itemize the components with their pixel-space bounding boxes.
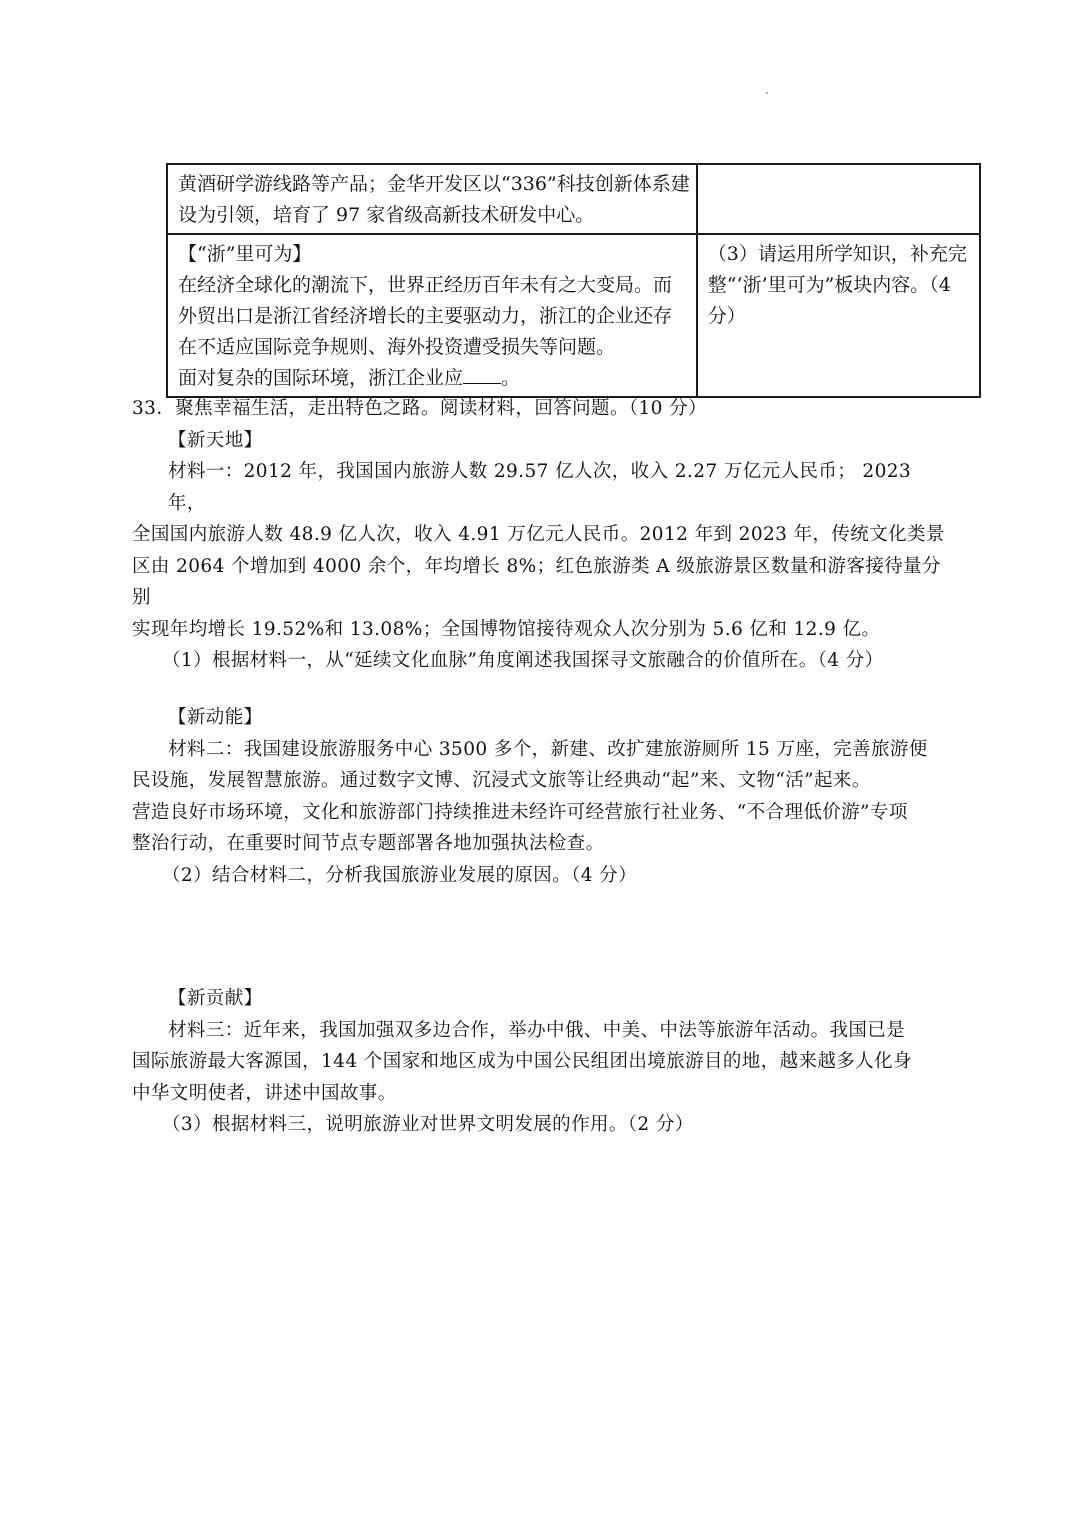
table-cell-empty (697, 164, 980, 234)
text-fragment: 面对复杂的国际环境，浙江企业应 (178, 367, 464, 389)
table-cell-material-continued (167, 164, 697, 234)
sub-question-3: （3）根据材料三，说明旅游业对世界文明发展的作用。（2 分） (162, 1114, 694, 1135)
table-row (167, 234, 980, 397)
material-line: 营造良好市场环境，文化和旅游部门持续推进未经许可经营旅行社业务、“不合理低价游”专项 (132, 801, 908, 823)
sub-question-2: （2）结合材料二，分析我国旅游业发展的原因。（4 分） (162, 864, 637, 886)
text-line: 在不适应国际竞争规则、海外投资遭受损失等问题。 (178, 336, 616, 358)
text-line: 黄酒研学游线路等产品；金华开发区以“336”科技创新体系建 (178, 173, 690, 195)
material-line: 材料一：2012 年，我国国内旅游人数 29.57 亿人次，收入 2.27 万亿元人民币； 2023 年， (168, 461, 912, 514)
text-fragment: 。 (501, 367, 521, 389)
text-line: 整“‘浙’里可为”板块内容。（4 (707, 274, 951, 296)
material-line: 中华文明使者，讲述中国故事。 (132, 1082, 397, 1104)
material-line: 实现年均增长 19.52%和 13.08%；全国博物馆接待观众人次分别为 5.6 亿和 12.9 亿。 (132, 618, 881, 640)
scan-speck (766, 92, 768, 94)
question-table (166, 163, 981, 398)
material-line: 国际旅游最大客源国，144 个国家和地区成为中国公民组团出境旅游目的地，越来越多人化身 (132, 1051, 912, 1072)
material-line: 材料三：近年来，我国加强双多边合作，举办中俄、中美、中法等旅游年活动。我国已是 (168, 1019, 906, 1041)
section-xin-dongneng (132, 702, 952, 891)
text-line: 设为引领，培育了 97 家省级高新技术研发中心。 (178, 204, 595, 226)
section-heading-xin-gongxian: 【新贡献】 (168, 988, 263, 1009)
table-cell-zheli-kewei (167, 234, 697, 397)
material-line: 全国国内旅游人数 48.9 亿人次，收入 4.91 万亿元人民币。2012 年到 2023 年，传统文化类景 (132, 524, 945, 545)
sub-question-1: （1）根据材料一，从“延续文化血脉”角度阐述我国探寻文旅融合的价值所在。（4 分） (162, 650, 884, 671)
table-cell-question-3 (697, 234, 980, 397)
question-33-block (132, 393, 952, 677)
text-line: 外贸出口是浙江省经济增长的主要驱动力，浙江的企业还存 (178, 305, 673, 327)
text-line: 在经济全球化的潮流下，世界正经历百年未有之大变局。而 (178, 274, 673, 296)
section-heading-xin-dongneng: 【新动能】 (168, 707, 263, 728)
section-heading-xin-tiandi: 【新天地】 (168, 429, 263, 451)
table-row (167, 164, 980, 234)
text-line: （3）请运用所学知识，补充完 (707, 243, 967, 265)
material-line: 材料二：我国建设旅游服务中心 3500 多个，新建、改扩建旅游厕所 15 万座，完善旅游便 (168, 738, 928, 760)
text-line: 分） (707, 305, 746, 327)
fill-in-line (178, 363, 692, 394)
section-heading-zheli-kewei: 【“浙”里可为】 (178, 243, 312, 265)
section-xin-gongxian (132, 983, 952, 1141)
answer-blank[interactable] (463, 365, 501, 384)
material-line: 整治行动，在重要时间节点专题部署各地加强执法检查。 (132, 833, 605, 854)
material-line: 民设施，发展智慧旅游。通过数字文博、沉浸式文旅等让经典动“起”来、文物“活”起来。 (132, 770, 871, 791)
material-line: 区由 2064 个增加到 4000 余个，年均增长 8%；红色旅游类 A 级旅游景区数量和游客接待量分别 (132, 555, 941, 608)
question-33-title: 33．聚焦幸福生活，走出特色之路。阅读材料，回答问题。（10 分） (132, 398, 707, 419)
